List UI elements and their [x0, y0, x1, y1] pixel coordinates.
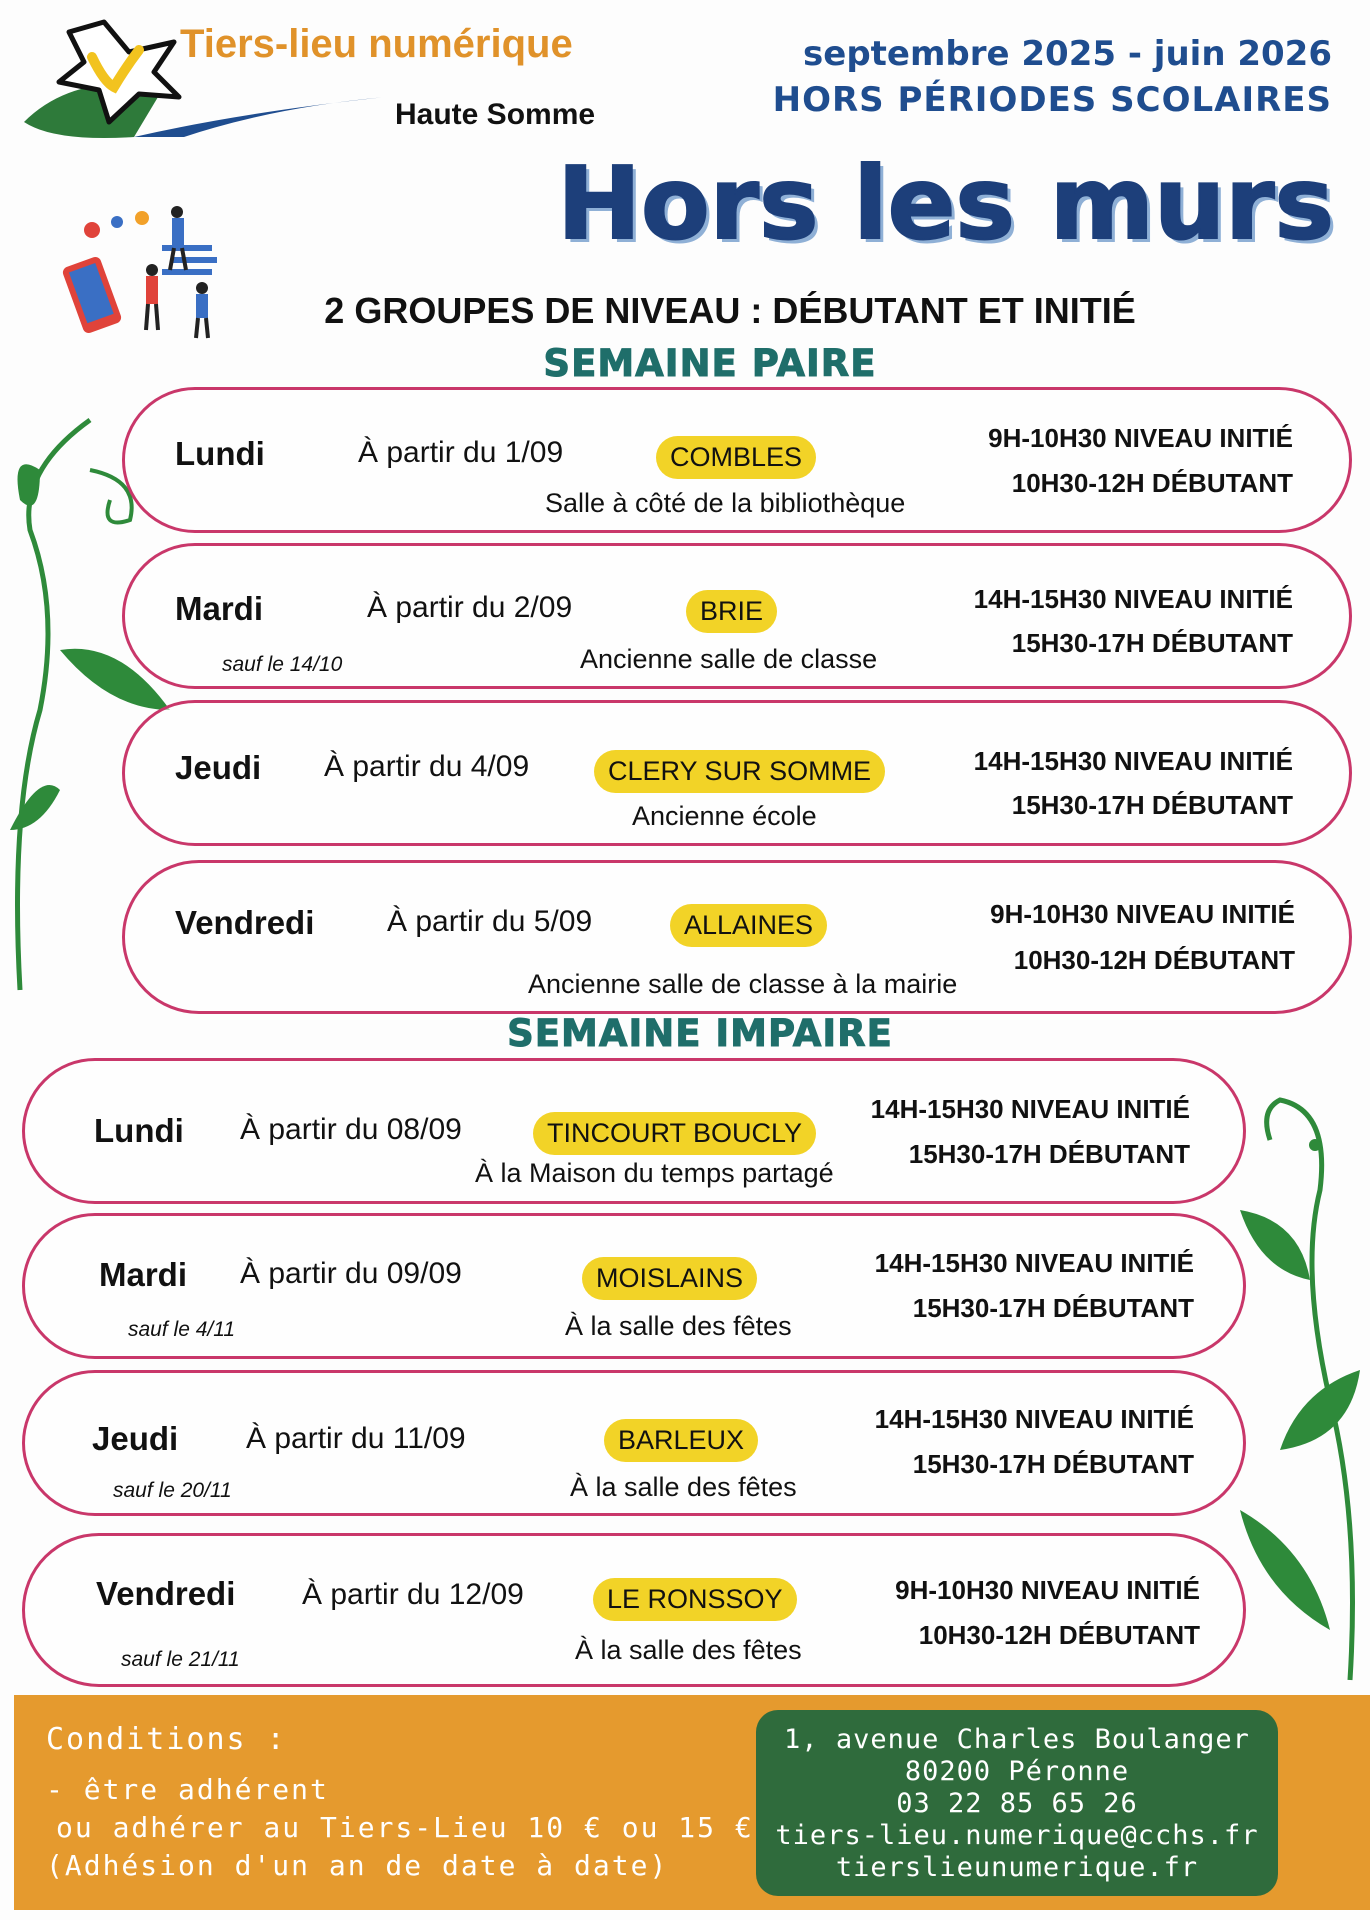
day-label: Jeudi — [175, 749, 262, 786]
contact-website[interactable]: tierslieunumerique.fr — [835, 1852, 1199, 1883]
slot-initie: 9H-10H30 NIVEAU INITIÉ — [988, 423, 1293, 453]
level-groups-heading: 2 GROUPES DE NIVEAU : DÉBUTANT ET INITIÉ — [324, 290, 1136, 331]
day-label: Vendredi — [175, 904, 315, 941]
venue-text: Ancienne salle de classe — [580, 644, 878, 674]
slot-debutant: 15H30-17H DÉBUTANT — [1011, 628, 1293, 658]
venue-text: Salle à côté de la bibliothèque — [545, 488, 906, 518]
slot-initie: 14H-15H30 NIVEAU INITIÉ — [973, 746, 1293, 776]
contact-address: 1, avenue Charles Boulanger — [784, 1724, 1250, 1755]
start-date: À partir du 2/09 — [367, 591, 573, 624]
location-badge: LE RONSSOY — [593, 1578, 797, 1621]
venue-text: À la salle des fêtes — [570, 1472, 797, 1502]
contact-phone[interactable]: 03 22 85 65 26 — [896, 1788, 1138, 1819]
start-date: À partir du 12/09 — [302, 1578, 524, 1611]
day-label: Jeudi — [92, 1420, 179, 1457]
exception-date: sauf le 14/10 — [222, 653, 343, 676]
condition-line: ou adhérer au Tiers-Lieu 10 € ou 15 € — [56, 1811, 754, 1844]
slot-debutant: 15H30-17H DÉBUTANT — [912, 1449, 1194, 1479]
slot-debutant: 10H30-12H DÉBUTANT — [918, 1620, 1200, 1650]
day-label: Lundi — [175, 435, 265, 472]
location-badge: ALLAINES — [670, 904, 827, 947]
org-subtitle: Haute Somme — [395, 98, 596, 131]
exception-date: sauf le 21/11 — [121, 1648, 240, 1671]
day-label: Vendredi — [96, 1575, 236, 1612]
contact-city: 80200 Péronne — [904, 1756, 1130, 1787]
page-title: Hors les murs — [557, 145, 1334, 262]
contact-box — [756, 1710, 1278, 1896]
venue-text: À la Maison du temps partagé — [475, 1158, 834, 1188]
conditions-title: Conditions : — [46, 1722, 287, 1757]
start-date: À partir du 4/09 — [324, 750, 530, 783]
org-name: Tiers-lieu numérique — [180, 22, 573, 66]
slot-initie: 9H-10H30 NIVEAU INITIÉ — [990, 899, 1295, 929]
location-badge: BRIE — [686, 590, 777, 633]
start-date: À partir du 5/09 — [387, 905, 593, 938]
venue-text: Ancienne salle de classe à la mairie — [528, 969, 958, 999]
slot-initie: 14H-15H30 NIVEAU INITIÉ — [874, 1404, 1194, 1434]
slot-debutant: 15H30-17H DÉBUTANT — [912, 1293, 1194, 1323]
venue-text: Ancienne école — [632, 801, 817, 831]
venue-text: À la salle des fêtes — [565, 1311, 792, 1341]
start-date: À partir du 09/09 — [240, 1257, 462, 1290]
slot-debutant: 10H30-12H DÉBUTANT — [1011, 468, 1293, 498]
venue-text: À la salle des fêtes — [575, 1635, 802, 1665]
start-date: À partir du 08/09 — [240, 1113, 462, 1146]
day-label: Mardi — [99, 1256, 188, 1293]
day-label: Lundi — [94, 1112, 184, 1149]
exception-date: sauf le 4/11 — [128, 1318, 236, 1341]
slot-initie: 14H-15H30 NIVEAU INITIÉ — [870, 1094, 1190, 1124]
odd-week-heading: SEMAINE IMPAIRE — [507, 1012, 893, 1055]
condition-line: - être adhérent — [46, 1773, 329, 1806]
slot-initie: 14H-15H30 NIVEAU INITIÉ — [874, 1248, 1194, 1278]
even-week-heading: SEMAINE PAIRE — [543, 342, 877, 385]
day-label: Mardi — [175, 590, 264, 627]
slot-initie: 9H-10H30 NIVEAU INITIÉ — [895, 1575, 1200, 1605]
location-badge: COMBLES — [656, 436, 816, 479]
location-badge: CLERY SUR SOMME — [594, 750, 885, 793]
slot-initie: 14H-15H30 NIVEAU INITIÉ — [973, 584, 1293, 614]
location-badge: TINCOURT BOUCLY — [533, 1112, 816, 1155]
period-dates: septembre 2025 - juin 2026 — [803, 34, 1332, 74]
location-badge: BARLEUX — [604, 1419, 758, 1462]
contact-email[interactable]: tiers-lieu.numerique@cchs.fr — [775, 1820, 1259, 1851]
period-note: HORS PÉRIODES SCOLAIRES — [772, 80, 1332, 120]
start-date: À partir du 11/09 — [246, 1422, 466, 1455]
slot-debutant: 15H30-17H DÉBUTANT — [908, 1139, 1190, 1169]
slot-debutant: 15H30-17H DÉBUTANT — [1011, 790, 1293, 820]
location-badge: MOISLAINS — [582, 1257, 757, 1300]
condition-line: (Adhésion d'un an de date à date) — [46, 1849, 669, 1882]
slot-debutant: 10H30-12H DÉBUTANT — [1013, 945, 1295, 975]
start-date: À partir du 1/09 — [358, 436, 564, 469]
exception-date: sauf le 20/11 — [113, 1479, 232, 1502]
